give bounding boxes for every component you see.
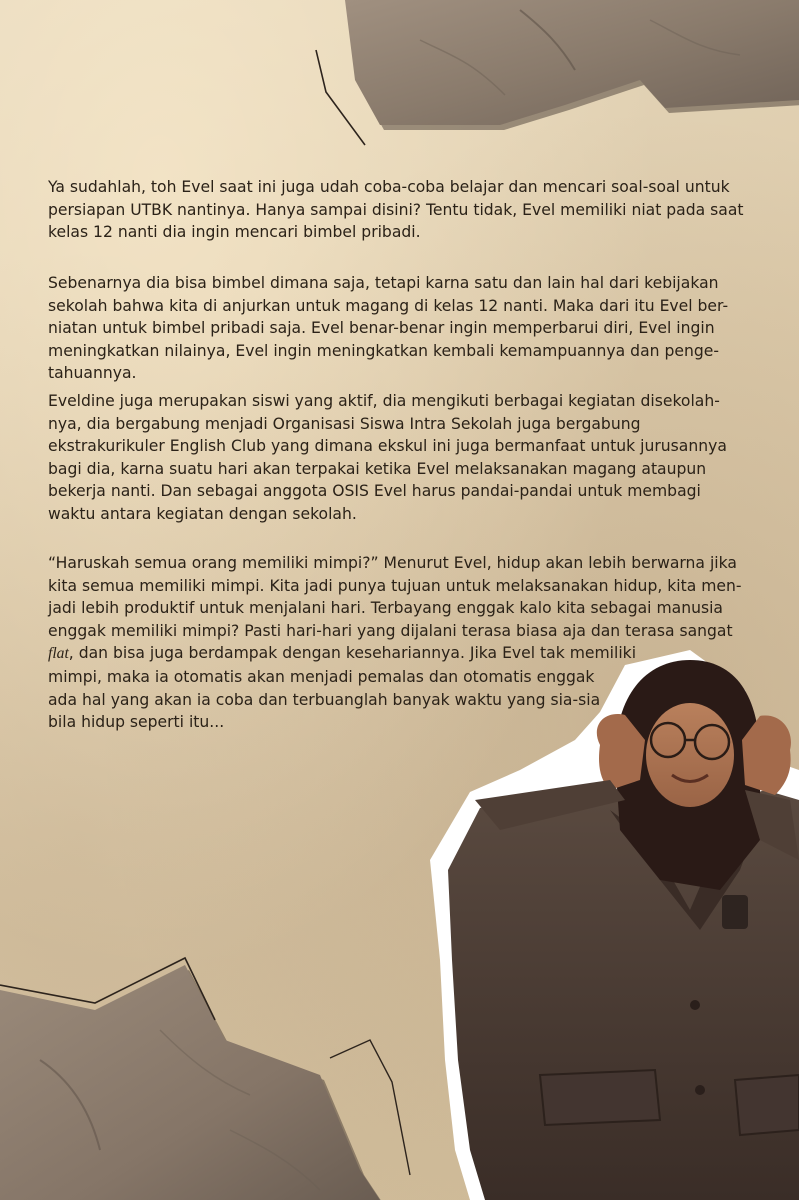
paragraph-private-tutoring: Sebenarnya dia bisa bimbel dimana saja, tetapi karna satu dan lain hal dari kebijakan sekolah bahwa kita di anjurkan untuk magang di kelas 12 nanti. Maka dari itu Evel ber- niatan untuk bimbel pribadi saja. Evel benar-benar ingin memperbarui diri, Evel ingin meningkatkan nilainya, Evel ingin meningkatkan kembali kemampuannya dan penge- tahuannya.	[48, 274, 729, 383]
paragraph-dreams	[48, 552, 768, 734]
paragraph-dreams-part-2: , dan bisa juga berdampak dengan kesehariannya. Jika Evel tak memiliki mimpi, maka ia otomatis akan menjadi pemalas dan otomatis enggak ada hal yang akan ia coba dan terbuanglah banyak waktu yang sia-sia bila hidup seperti itu...	[48, 644, 637, 732]
paragraph-utbk-preparation: Ya sudahlah, toh Evel saat ini juga udah coba-coba belajar dan mencari soal-soal untuk persiapan UTBK nantinya. Hanya sampai disini? Tentu tidak, Evel memiliki niat pada saat kelas 12 nanti dia ingin mencari bimbel pribadi.	[48, 178, 744, 242]
paragraph-dreams-italic-word: flat	[48, 645, 69, 663]
torn-paper-bottom	[0, 958, 410, 1200]
torn-paper-top	[316, 0, 799, 145]
paragraph-dreams-part-1: “Haruskah semua orang memiliki mimpi?” Menurut Evel, hidup akan lebih berwarna jika kita semua memiliki mimpi. Kita jadi punya tujuan untuk melaksanakan hidup, kita men- jadi lebih produktif untuk menjalani hari. Terbayang enggak kalo kita sebagai manusia enggak memiliki mimpi? Pasti hari-hari yang dijalani terasa biasa aja dan terasa sangat	[48, 554, 742, 640]
paragraph-school-activities: Eveldine juga merupakan siswi yang aktif, dia mengikuti berbagai kegiatan disekolah- nya, dia bergabung menjadi Organisasi Siswa Intra Sekolah juga bergabung ekstrakurikuler English Club yang dimana ekskul ini juga bermanfaat untuk jurusannya bagi dia, karna suatu hari akan terpakai ketika Evel melaksanakan magang ataupun bekerja nanti. Dan sebagai anggota OSIS Evel harus pandai-pandai untuk membagi waktu antara kegiatan dengan sekolah.	[48, 392, 727, 523]
